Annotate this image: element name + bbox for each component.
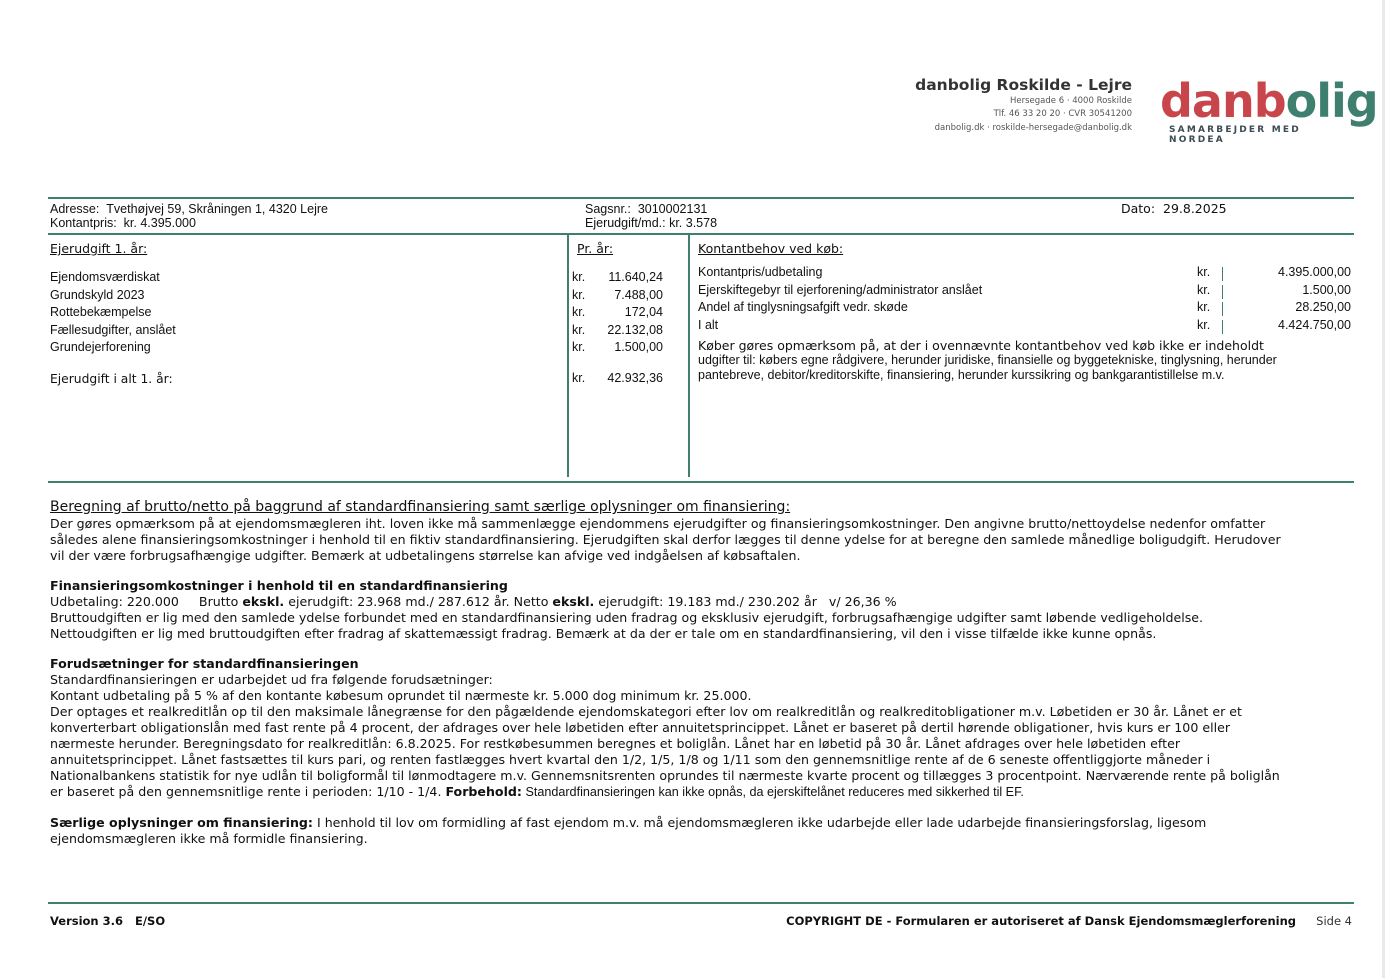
date-value: 29.8.2025 xyxy=(1163,201,1227,216)
owner-cost-currency: kr. xyxy=(572,305,586,319)
footer-rule xyxy=(48,902,1354,904)
table-bottom-rule xyxy=(48,481,1354,483)
owner-cost-value: kr. 3.578 xyxy=(669,216,718,230)
per-year-heading: Pr. år: xyxy=(577,241,614,256)
office-phone: Tlf. 46 33 20 20 · CVR 30541200 xyxy=(993,109,1132,119)
office-header xyxy=(860,76,1132,133)
reservation-text: Standardfinansieringen kan ikke opnås, da ejerskiftelånet reduceres med sikkerhed til EF. xyxy=(521,785,1024,799)
cash-need-row-4 xyxy=(698,318,1351,336)
financing-excl-2: ekskl. xyxy=(552,594,595,609)
owner-cost-total-label: Ejerudgift i alt 1. år: xyxy=(50,372,173,386)
calc-line-3: vil der være forbrugsafhængige udgifter. Bemærk at udbetalingens størrelse kan afvige ved indgåelsen af købsaftalen. xyxy=(50,548,801,563)
owner-cost-row-5 xyxy=(50,340,665,358)
danbolig-logo xyxy=(1160,74,1378,145)
assumptions-line-2: Kontant udbetaling på 5 % af den kontante købesum oprundet til nærmeste kr. 5.000 dog minimum kr. 25.000. xyxy=(50,688,752,703)
logo-part-red: danb xyxy=(1160,74,1286,128)
special-section xyxy=(50,815,1350,847)
owner-cost-item-amount: 172,04 xyxy=(624,305,663,319)
owner-costs-list xyxy=(50,270,665,358)
address-value: Tvethøjvej 59, Skråningen 1, 4320 Lejre xyxy=(106,202,328,216)
cash-need-row-1 xyxy=(698,265,1351,283)
owner-cost-item-amount: 1.500,00 xyxy=(614,340,663,354)
info-bottom-rule xyxy=(48,233,1354,235)
owner-cost-currency: kr. xyxy=(572,340,586,354)
assumptions-line-8 xyxy=(50,784,1350,800)
owner-cost-item-label: Fællesudgifter, anslået xyxy=(50,322,176,337)
owner-cost-item-amount: 7.488,00 xyxy=(614,287,663,302)
financing-line-3: Nettoudgiften er lig med bruttoudgiften efter fradrag af skattemæssigt fradrag. Bemærk at da der er tale om en standardfinansiering, vil den i visse tilfælde ikke kunne opnås. xyxy=(50,626,1157,641)
cash-need-item-label: Ejerskiftegebyr til ejerforening/administrator anslået xyxy=(698,282,983,297)
logo-wordmark xyxy=(1160,74,1378,128)
footer-page xyxy=(1316,914,1352,928)
owner-cost-currency: kr. xyxy=(572,322,586,337)
financing-gross-text: ejerudgift: 23.968 md./ 287.612 år. Netto xyxy=(284,594,553,609)
owner-cost-total-row xyxy=(50,371,665,387)
calc-body xyxy=(50,516,1350,564)
owner-cost-row-1 xyxy=(50,270,665,288)
cash-need-row-3 xyxy=(698,300,1351,318)
cash-need-item-amount: 1.500,00 xyxy=(1302,282,1351,297)
owner-cost-currency: kr. xyxy=(572,287,586,302)
cash-need-tick xyxy=(1222,320,1223,334)
cash-need-item-amount: 4.395.000,00 xyxy=(1278,265,1351,279)
cash-need-tick xyxy=(1222,302,1223,316)
financing-payment-text: Udbetaling: 220.000 Brutto xyxy=(50,594,243,609)
cash-need-note-line-1: Køber gøres opmærksom på, at der i ovennævnte kontantbehov ved køb ikke er indeholdt xyxy=(698,338,1264,353)
assumptions-heading: Forudsætninger for standardfinansieringen xyxy=(50,656,359,671)
financing-line-1 xyxy=(50,594,1350,610)
office-address: Hersegade 6 · 4000 Roskilde xyxy=(1010,96,1132,106)
assumptions-line-5: nærmeste herunder. Beregningsdato for realkreditlån: 6.8.2025. For restkøbesummen beregnes et boliglån. Lånet har en løbetid på 30 år. Lånet afdrages over hele løbetiden efter xyxy=(50,736,1180,751)
assumptions-line-3: Der optages et realkreditlån op til den maksimale lånegrænse for den pågældende ejendomskategori efter lov om realkreditlån og realkreditobligationer m.v. Løbetiden er 30 år. Lånet er et xyxy=(50,704,1242,719)
cash-need-tick xyxy=(1222,285,1223,299)
logo-part-green: olig xyxy=(1285,74,1378,128)
office-web: danbolig.dk · roskilde-hersegade@danbolig.dk xyxy=(934,123,1132,133)
cash-need-currency: kr. xyxy=(1197,282,1211,297)
cash-need-item-label: Kontantpris/udbetaling xyxy=(698,265,823,279)
owner-cost-item-amount: 11.640,24 xyxy=(608,270,663,284)
col-sep-2 xyxy=(688,235,690,477)
cash-need-tick xyxy=(1222,267,1223,281)
special-label: Særlige oplysninger om finansiering: xyxy=(50,815,313,830)
calc-heading: Beregning af brutto/netto på baggrund af standardfinansiering samt særlige oplysninger om finansiering: xyxy=(50,499,791,515)
footer-copyright: COPYRIGHT DE - Formularen er autoriseret af Dansk Ejendomsmæglerforening xyxy=(786,914,1296,928)
cash-need-item-label: Andel af tinglysningsafgift vedr. skøde xyxy=(698,300,908,314)
date-label: Dato: xyxy=(1121,201,1156,216)
financing-section xyxy=(50,578,1350,642)
office-name: danbolig Roskilde - Lejre xyxy=(915,76,1132,94)
cash-need-currency: kr. xyxy=(1197,317,1211,332)
special-line-2: ejendomsmægleren ikke må formidle finansiering. xyxy=(50,831,368,846)
owner-costs-heading: Ejerudgift 1. år: xyxy=(50,241,148,256)
owner-cost-row-4 xyxy=(50,323,665,341)
cash-need-item-amount: 4.424.750,00 xyxy=(1278,317,1351,332)
owner-cost-item-label: Grundskyld 2023 xyxy=(50,287,145,302)
cash-need-item-amount: 28.250,00 xyxy=(1295,300,1351,314)
case-label: Sagsnr.: xyxy=(585,202,631,216)
cash-need-row-2 xyxy=(698,283,1351,301)
reservation-label: Forbehold: xyxy=(445,784,522,799)
cash-need-item-label: I alt xyxy=(698,317,719,332)
cash-need-note xyxy=(698,338,1353,383)
financing-net-text: ejerudgift: 19.183 md./ 230.202 år v/ 26,36 % xyxy=(594,594,897,609)
owner-cost-item-label: Ejendomsværdiskat xyxy=(50,270,160,284)
assumptions-line-7: Nationalbankens statistik for nye udlån til boligformål til lønmodtagere m.v. Gennemsnitsrenten oprundes til nærmeste kvarte procent og tillægges 3 procentpoint. Nærværende rente på boliglån xyxy=(50,768,1280,783)
owner-cost-item-label: Rottebekæmpelse xyxy=(50,305,152,319)
footer-version: Version 3.6 E/SO xyxy=(50,914,166,928)
logo-tagline: SAMARBEJDER MED NORDEA xyxy=(1169,125,1301,145)
financing-excl-1: ekskl. xyxy=(242,594,285,609)
cash-need-list xyxy=(698,265,1351,335)
assumptions-line-1: Standardfinansieringen er udarbejdet ud fra følgende forudsætninger: xyxy=(50,672,493,687)
financing-heading: Finansieringsomkostninger i henhold til en standardfinansiering xyxy=(50,578,508,593)
address-label: Adresse: xyxy=(50,202,100,216)
calc-line-2: således alene finansieringsomkostninger i henhold til en fiktiv standardfinansiering. Ejerudgiften skal derfor lægges til denne ydelse for at beregne den samlede månedlige boligudgift. Herudover xyxy=(50,532,1281,547)
assumptions-period-text: er baseret på den gennemsnitlige rente i perioden: 1/10 - 1/4. xyxy=(50,784,446,799)
cash-need-currency: kr. xyxy=(1197,300,1211,314)
footer-page-number: Side 4 xyxy=(1316,914,1352,928)
case-value: 3010002131 xyxy=(637,202,708,216)
cash-need-note-line-3: pantebreve, debitor/kreditorskifte, finansiering, herunder kurssikring og bankgarantistillelse m.v. xyxy=(698,368,1225,382)
owner-cost-item-amount: 22.132,08 xyxy=(607,322,663,337)
financing-line-2: Bruttoudgiften er lig med den samlede ydelse forbundet med en standardfinansiering uden fradrag og eksklusiv ejerudgift, forbrugsafhængige udgifter samt løbende vedligeholdelse. xyxy=(50,610,1204,625)
price-value: kr. 4.395.000 xyxy=(123,216,196,230)
top-rule xyxy=(48,197,1354,199)
owner-cost-total-amount: 42.932,36 xyxy=(607,371,663,385)
assumptions-line-6: annuitetsprincippet. Lånet fastsættes til kurs pari, og renten fastlægges hvert kvartal den 1/2, 1/5, 1/8 og 1/11 som den gennemsnitlige rente af de 6 seneste offentliggjorte måneder i xyxy=(50,752,1211,767)
owner-cost-label: Ejerudgift/md.: xyxy=(585,216,666,230)
special-text-1: I henhold til lov om formidling af fast ejendom m.v. må ejendomsmægleren ikke udarbejde eller lade udarbejde finansieringsforslag, ligesom xyxy=(312,815,1207,830)
price-row xyxy=(50,215,196,231)
assumptions-section xyxy=(50,656,1350,800)
owner-cost-row-3 xyxy=(50,305,665,323)
owner-cost-currency: kr. xyxy=(572,270,586,284)
cash-need-note-line-2: udgifter til: købers egne rådgivere, herunder juridiske, finansielle og byggetekniske, tinglysning, herunder xyxy=(698,353,1277,367)
cash-need-currency: kr. xyxy=(1197,265,1211,279)
owner-cost-row-2 xyxy=(50,288,665,306)
owner-cost-item-label: Grundejerforening xyxy=(50,340,151,354)
calc-line-1: Der gøres opmærksom på at ejendomsmægleren iht. loven ikke må sammenlægge ejendommens ejerudgifter og finansieringsomkostninger. Den angivne brutto/nettoydelse nedenfor omfatter xyxy=(50,516,1266,531)
owner-cost-row xyxy=(585,215,717,231)
owner-cost-total-currency: kr. xyxy=(572,371,586,385)
price-label: Kontantpris: xyxy=(50,216,117,230)
date-row xyxy=(1121,201,1227,217)
cash-need-heading: Kontantbehov ved køb: xyxy=(698,241,844,256)
assumptions-line-4: konverterbart obligationslån med fast rente på 4 procent, der afdrages over hele løbetiden efter annuitetsprincippet. Lånet er baseret på dertil hørende obligationer, hvis kurs er 100 eller xyxy=(50,720,1231,735)
special-line-1 xyxy=(50,815,1350,831)
